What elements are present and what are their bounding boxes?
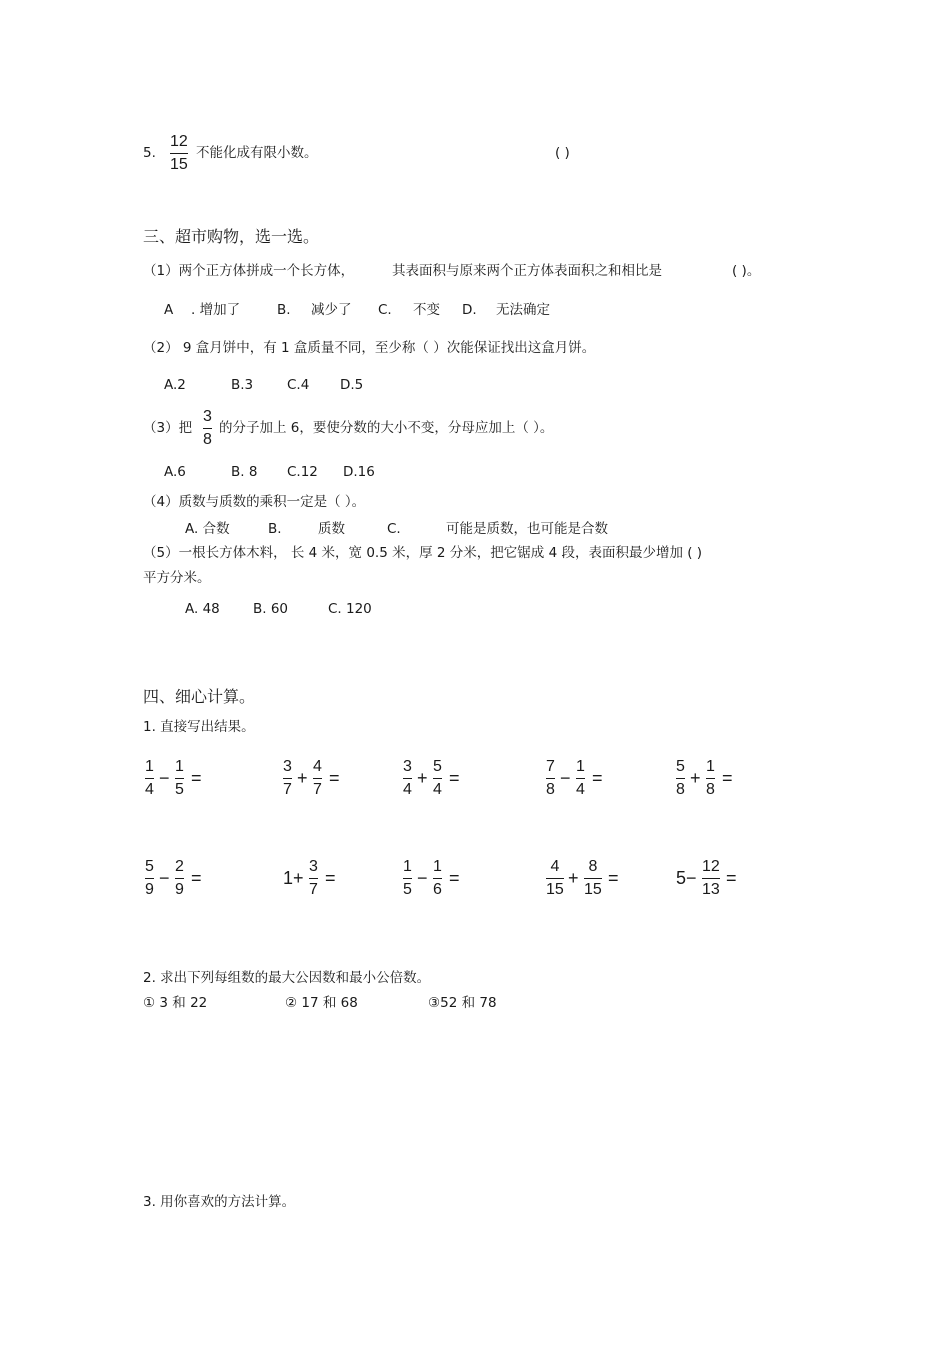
option: C. 120 (328, 601, 372, 617)
fraction-numerator: 4 (550, 858, 560, 875)
operator: − (159, 768, 170, 788)
answer-blank: ( ) (555, 145, 570, 161)
option: B. (277, 302, 291, 318)
equals-sign: = (325, 868, 336, 888)
fraction (546, 757, 555, 799)
question-text: 不能化成有限小数。 (196, 145, 318, 161)
fraction-bar (546, 778, 555, 779)
number-pair: ① 3 和 22 (143, 995, 208, 1011)
fraction-numerator: 1 (433, 858, 442, 875)
fraction-numerator: 4 (313, 758, 322, 775)
question-stem: （3）把 (143, 420, 193, 436)
fraction-denominator: 8 (546, 781, 555, 798)
equals-sign: = (722, 768, 733, 788)
fraction (403, 857, 412, 899)
fraction-bar (145, 778, 154, 779)
fraction-denominator: 4 (433, 781, 442, 798)
option: C. (387, 521, 401, 537)
fraction-bar (170, 153, 188, 154)
option: B. 60 (253, 601, 289, 617)
fraction (433, 757, 442, 799)
option: C. (378, 302, 392, 318)
fraction (309, 857, 318, 899)
fraction-numerator: 2 (175, 858, 184, 875)
fraction-bar (546, 878, 564, 879)
fraction-bar (203, 428, 212, 429)
operator: − (560, 768, 571, 788)
fraction-bar (433, 778, 442, 779)
fraction-denominator: 7 (313, 781, 322, 798)
option: 质数 (318, 521, 345, 537)
fraction-denominator: 5 (403, 881, 412, 898)
question-stem: 平方分米。 (143, 570, 211, 586)
fraction-denominator: 9 (145, 881, 154, 898)
option: C.4 (287, 377, 310, 393)
option: A. 48 (185, 601, 220, 617)
fraction (584, 857, 602, 899)
equals-sign: = (449, 868, 460, 888)
option: B. (268, 521, 282, 537)
number-pair: ③52 和 78 (428, 995, 497, 1011)
fraction-bar (175, 778, 184, 779)
fraction (702, 857, 720, 899)
fraction-numerator: 1 (175, 758, 184, 775)
operator: − (159, 868, 170, 888)
option: 无法确定 (496, 302, 550, 318)
option: B.3 (231, 377, 254, 393)
section-title: 三、超市购物，选一选。 (143, 227, 320, 246)
option: D.16 (343, 464, 375, 480)
operator: + (417, 768, 428, 788)
fraction-numerator: 12 (170, 133, 188, 150)
operator: + (293, 868, 304, 888)
fraction-denominator: 6 (433, 881, 442, 898)
whole-number: 5 (676, 868, 687, 888)
fraction (313, 757, 322, 799)
equals-sign: = (191, 868, 202, 888)
fraction-numerator: 3 (309, 858, 318, 875)
fraction-bar (433, 878, 442, 879)
question-stem: 其表面积与原来两个正方体表面积之和相比是 (392, 263, 662, 279)
answer-blank: ( )。 (732, 263, 761, 279)
fraction (576, 757, 585, 799)
option: A. 合数 (185, 521, 230, 537)
fraction-denominator: 8 (203, 431, 212, 448)
equals-sign: = (449, 768, 460, 788)
fraction-bar (702, 878, 720, 879)
fraction (546, 857, 564, 899)
fraction-denominator: 7 (283, 781, 292, 798)
fraction (175, 757, 184, 799)
question-stem: （2） 9 盒月饼中，有 1 盒质量不同，至少称（ ）次能保证找出这盒月饼。 (143, 340, 596, 356)
fraction (145, 857, 154, 899)
subsection-title: 2. 求出下列每组数的最大公因数和最小公倍数。 (143, 970, 431, 986)
fraction-numerator: 1 (576, 758, 585, 775)
fraction (175, 857, 184, 899)
option: D. (462, 302, 477, 318)
fraction (283, 757, 292, 799)
fraction-numerator: 12 (702, 858, 720, 875)
fraction-numerator: 1 (403, 858, 412, 875)
equals-sign: = (592, 768, 603, 788)
fraction (403, 757, 412, 799)
subsection-title: 3. 用你喜欢的方法计算。 (143, 1194, 296, 1210)
option: A.6 (164, 464, 186, 480)
fraction-denominator: 4 (576, 781, 585, 798)
fraction-bar (403, 778, 412, 779)
fraction (676, 757, 685, 799)
equals-sign: = (191, 768, 202, 788)
fraction (706, 757, 715, 799)
fraction-denominator: 4 (145, 781, 154, 798)
fraction-denominator: 15 (546, 881, 564, 898)
question-stem: 的分子加上 6，要使分数的大小不变，分母应加上（ ）。 (219, 420, 554, 436)
operator: − (686, 868, 697, 888)
fraction-denominator: 15 (584, 881, 602, 898)
fraction-bar (576, 778, 585, 779)
fraction-denominator: 13 (702, 881, 720, 898)
subsection-title: 1. 直接写出结果。 (143, 719, 255, 735)
question-stem: （4）质数与质数的乘积一定是（ ）。 (143, 494, 366, 510)
operator: − (417, 868, 428, 888)
fraction-numerator: 3 (403, 758, 412, 775)
fraction-bar (706, 778, 715, 779)
question-stem: （5）一根长方体木料， 长 4 米，宽 0.5 米，厚 2 分米，把它锯成 4 段，表面积最少增加 ( ) (143, 545, 703, 561)
fraction-bar (283, 778, 292, 779)
option: C.12 (287, 464, 318, 480)
fraction-numerator: 3 (283, 758, 292, 775)
equals-sign: = (329, 768, 340, 788)
option: 可能是质数，也可能是合数 (446, 521, 608, 537)
option: A (164, 302, 174, 318)
fraction-bar (309, 878, 318, 879)
operator: + (297, 768, 308, 788)
question-stem: （1）两个正方体拼成一个长方体， (143, 263, 355, 279)
section-title: 四、细心计算。 (143, 687, 256, 706)
option: . 增加了 (191, 302, 241, 318)
operator: + (568, 868, 579, 888)
fraction-bar (313, 778, 322, 779)
fraction-numerator: 3 (203, 408, 212, 425)
fraction-numerator: 1 (145, 758, 154, 775)
fraction-numerator: 8 (588, 858, 598, 875)
equals-sign: = (608, 868, 619, 888)
equals-sign: = (726, 868, 737, 888)
operator: + (690, 768, 701, 788)
fraction-bar (403, 878, 412, 879)
question-number: 5. (143, 145, 156, 161)
fraction-bar (145, 878, 154, 879)
fraction-numerator: 5 (676, 758, 685, 775)
fraction-numerator: 1 (706, 758, 715, 775)
fraction-numerator: 5 (145, 858, 154, 875)
whole-number: 1 (283, 868, 294, 888)
fraction-denominator: 5 (175, 781, 184, 798)
fraction-denominator: 15 (170, 156, 188, 173)
fraction-denominator: 8 (676, 781, 685, 798)
option: D.5 (340, 377, 364, 393)
fraction-bar (175, 878, 184, 879)
fraction (203, 407, 212, 449)
option: B. 8 (231, 464, 258, 480)
fraction-denominator: 4 (403, 781, 412, 798)
fraction-numerator: 7 (546, 758, 555, 775)
option: 不变 (413, 302, 440, 318)
fraction (145, 757, 154, 799)
fraction-bar (676, 778, 685, 779)
number-pair: ② 17 和 68 (285, 995, 358, 1011)
fraction-bar (584, 878, 602, 879)
option: 减少了 (311, 302, 352, 318)
fraction-denominator: 8 (706, 781, 715, 798)
fraction-denominator: 9 (175, 881, 184, 898)
fraction-numerator: 5 (433, 758, 442, 775)
fraction (433, 857, 442, 899)
option: A.2 (164, 377, 186, 393)
fraction (170, 132, 188, 174)
fraction-denominator: 7 (309, 881, 318, 898)
